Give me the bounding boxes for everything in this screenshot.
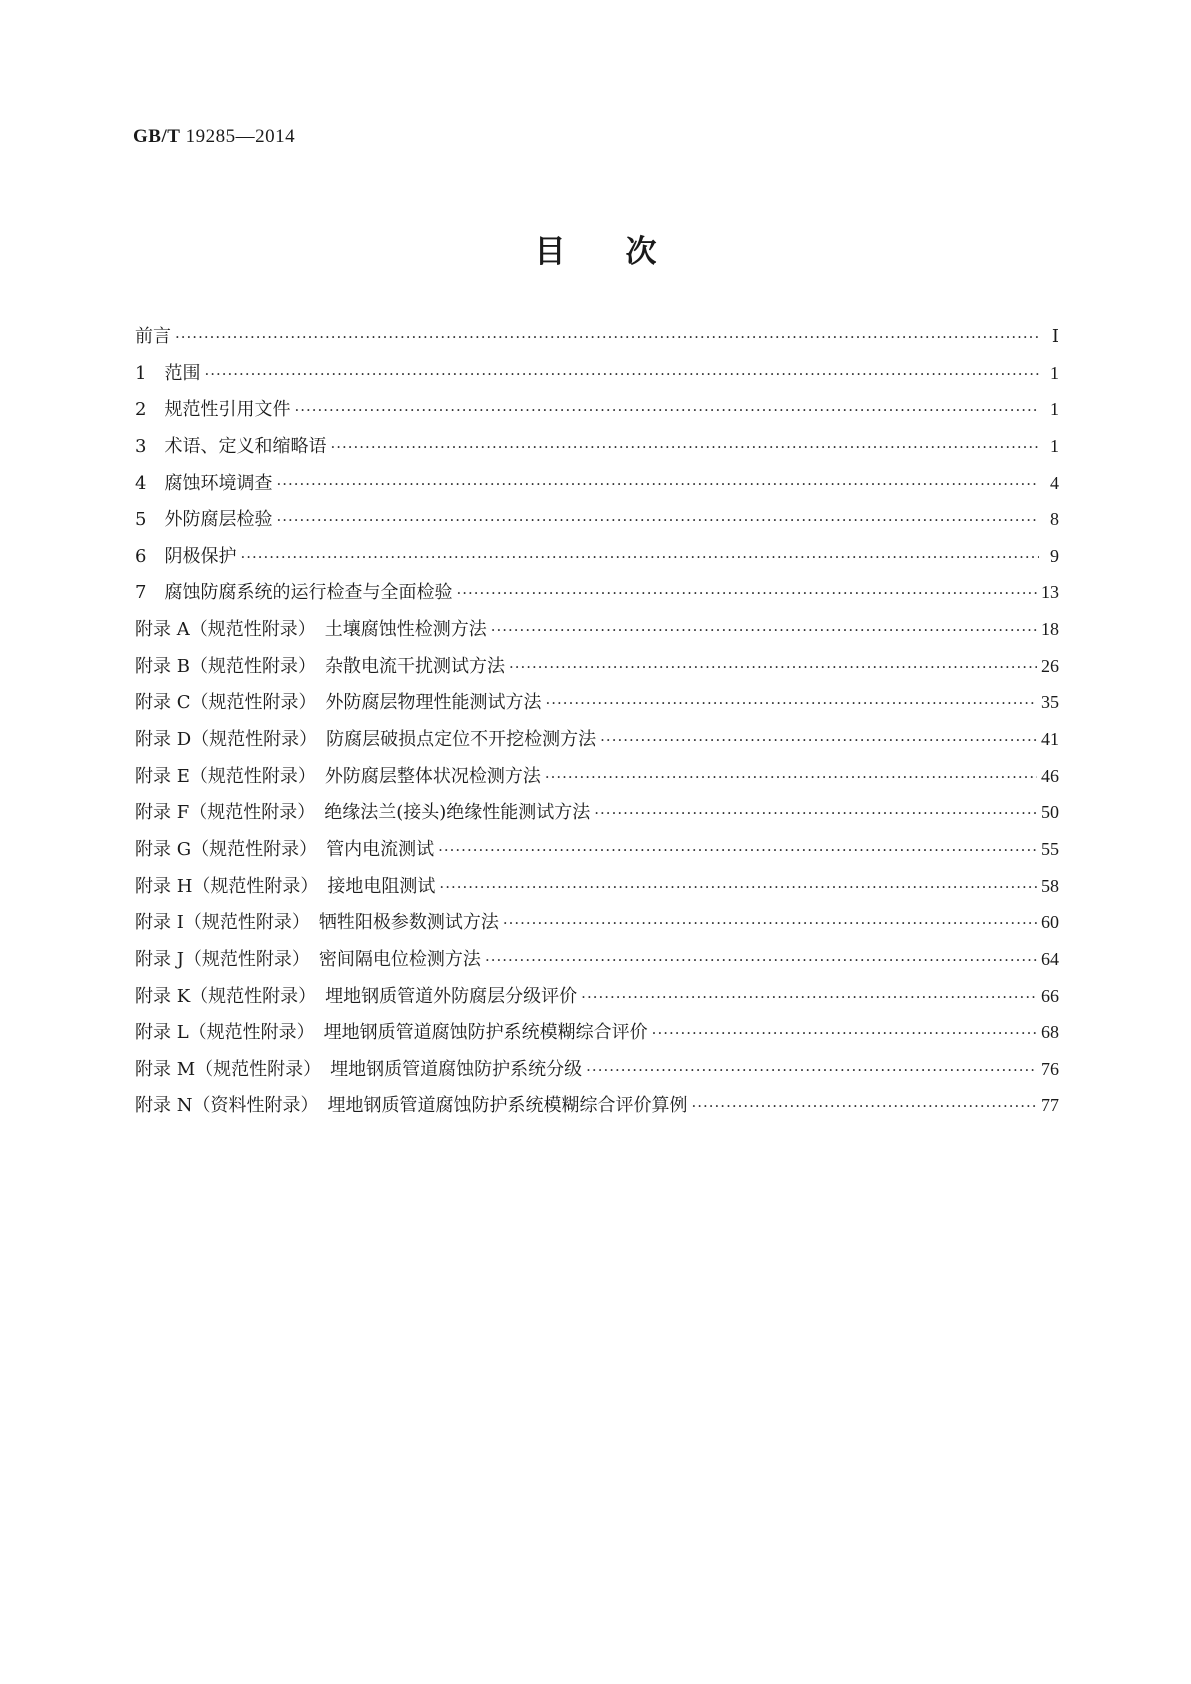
standard-prefix: GB/T [133, 126, 181, 147]
toc-entry[interactable] [135, 725, 1059, 762]
toc-entry[interactable] [135, 1091, 1059, 1128]
toc-entry[interactable] [135, 432, 1059, 469]
toc-leader-dots [175, 328, 1039, 346]
toc-leader-dots [503, 914, 1037, 932]
toc-entry[interactable] [135, 872, 1059, 909]
toc-entry[interactable] [135, 542, 1059, 579]
toc-leader-dots [581, 988, 1037, 1006]
toc-entry-page: 77 [1041, 1095, 1059, 1116]
page-title: 目次 [534, 234, 717, 270]
toc-entry-page: 1 [1050, 399, 1059, 420]
toc-entry-label: 附录 H（规范性附录） 接地电阻测试 [135, 875, 436, 897]
toc-entry-label: 附录 J（规范性附录） 密间隔电位检测方法 [135, 948, 481, 970]
toc-leader-dots [491, 621, 1037, 639]
toc-entry[interactable] [135, 505, 1059, 542]
toc-entry-page: 8 [1050, 509, 1059, 530]
toc-entry[interactable] [135, 359, 1059, 396]
toc-leader-dots [439, 878, 1037, 896]
toc-entry-label: 附录 B（规范性附录） 杂散电流干扰测试方法 [135, 655, 505, 677]
toc-entry[interactable] [135, 835, 1059, 872]
toc-leader-dots [485, 951, 1037, 969]
toc-entry-label: 3 术语、定义和缩略语 [135, 435, 327, 457]
standard-code [133, 126, 295, 148]
toc-entry-page: 4 [1050, 472, 1059, 493]
toc-entry-label: 附录 M（规范性附录） 埋地钢质管道腐蚀防护系统分级 [135, 1058, 583, 1080]
toc-leader-dots [600, 731, 1037, 749]
toc-entry-page: 13 [1041, 582, 1059, 603]
toc-entry[interactable] [135, 688, 1059, 725]
table-of-contents [135, 322, 1059, 1128]
toc-entry-page: 76 [1041, 1058, 1059, 1079]
toc-entry-page: 60 [1041, 912, 1059, 933]
toc-entry-page: 9 [1050, 545, 1059, 566]
toc-entry-label: 附录 L（规范性附录） 埋地钢质管道腐蚀防护系统模糊综合评价 [135, 1022, 648, 1044]
toc-entry-page: 68 [1041, 1022, 1059, 1043]
toc-entry[interactable] [135, 945, 1059, 982]
toc-entry[interactable] [135, 982, 1059, 1019]
toc-entry[interactable] [135, 395, 1059, 432]
toc-entry-label: 附录 N（资料性附录） 埋地钢质管道腐蚀防护系统模糊综合评价算例 [135, 1095, 688, 1117]
toc-entry-label: 1 范围 [135, 362, 201, 384]
toc-entry-label: 附录 F（规范性附录） 绝缘法兰(接头)绝缘性能测试方法 [135, 802, 591, 824]
toc-leader-dots [594, 804, 1037, 822]
toc-entry[interactable] [135, 762, 1059, 799]
toc-entry-label: 5 外防腐层检验 [135, 509, 273, 531]
toc-leader-dots [456, 584, 1037, 602]
toc-leader-dots [276, 511, 1039, 529]
toc-entry-page: 35 [1041, 692, 1059, 713]
toc-entry-label: 7 腐蚀防腐系统的运行检查与全面检验 [135, 582, 453, 604]
toc-leader-dots [546, 694, 1038, 712]
toc-leader-dots [330, 438, 1039, 456]
toc-entry-label: 附录 K（规范性附录） 埋地钢质管道外防腐层分级评价 [135, 985, 578, 1007]
toc-entry-page: 50 [1041, 802, 1059, 823]
toc-entry-page: 58 [1041, 875, 1059, 896]
toc-entry-label: 附录 I（规范性附录） 牺牲阳极参数测试方法 [135, 912, 499, 934]
toc-entry-page: 41 [1041, 729, 1059, 750]
toc-entry[interactable] [135, 578, 1059, 615]
toc-entry-page: 64 [1041, 948, 1059, 969]
toc-leader-dots [691, 1097, 1037, 1115]
toc-leader-dots [652, 1024, 1037, 1042]
toc-entry[interactable] [135, 1018, 1059, 1055]
toc-entry-label: 4 腐蚀环境调查 [135, 472, 273, 494]
toc-entry[interactable] [135, 652, 1059, 689]
toc-entry-label: 附录 D（规范性附录） 防腐层破损点定位不开挖检测方法 [135, 729, 597, 751]
toc-entry[interactable] [135, 908, 1059, 945]
toc-entry-label: 前言 [135, 326, 171, 347]
toc-leader-dots [438, 841, 1037, 859]
toc-entry[interactable] [135, 1055, 1059, 1092]
toc-leader-dots [294, 401, 1039, 419]
toc-entry-label: 附录 E（规范性附录） 外防腐层整体状况检测方法 [135, 765, 541, 787]
toc-entry-label: 2 规范性引用文件 [135, 399, 291, 421]
toc-entry-page: Ⅰ [1051, 326, 1059, 346]
toc-leader-dots [240, 548, 1039, 566]
standard-number: 19285—2014 [185, 126, 296, 147]
toc-entry[interactable] [135, 322, 1059, 359]
toc-entry[interactable] [135, 615, 1059, 652]
toc-entry-page: 18 [1041, 619, 1059, 640]
toc-entry-label: 附录 C（规范性附录） 外防腐层物理性能测试方法 [135, 692, 542, 714]
toc-entry-page: 46 [1041, 765, 1059, 786]
toc-entry-page: 66 [1041, 985, 1059, 1006]
toc-entry[interactable] [135, 798, 1059, 835]
toc-leader-dots [204, 365, 1039, 383]
toc-entry-page: 55 [1041, 838, 1059, 859]
toc-entry[interactable] [135, 469, 1059, 506]
toc-entry-label: 6 阴极保护 [135, 545, 237, 567]
toc-leader-dots [276, 475, 1039, 493]
toc-leader-dots [545, 768, 1037, 786]
toc-entry-page: 1 [1050, 362, 1059, 383]
toc-entry-page: 26 [1041, 655, 1059, 676]
toc-leader-dots [586, 1061, 1037, 1079]
toc-entry-label: 附录 A（规范性附录） 土壤腐蚀性检测方法 [135, 619, 487, 641]
toc-entry-label: 附录 G（规范性附录） 管内电流测试 [135, 838, 435, 860]
toc-entry-page: 1 [1050, 435, 1059, 456]
toc-leader-dots [509, 658, 1037, 676]
